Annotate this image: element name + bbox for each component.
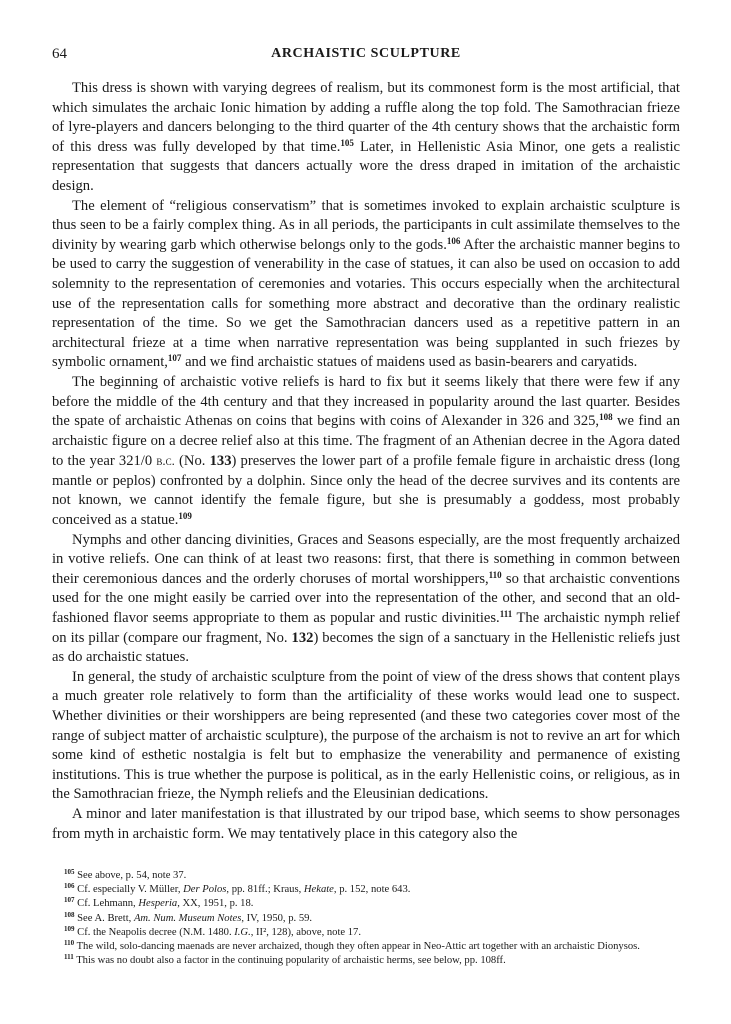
paragraph [52,197,680,373]
text-run: The archaistic nymph relief on its pillar (compare our fragment, No. [52,610,680,646]
text-run: In general, the study of archaistic sculpture from the point of view of the dress shows that content plays a much greater role relatively to form than the artificiality of these works would lead one to suspect. Whether divinities or their worshippers are being represented (and these two categories cover most of the range of subject matter of archaistic sculpture), the purpose of the archaism is not to revive an art for which some kind of esthetic nostalgia is felt but to emphasize the venerability and permanence of existing institutions. This is true whether the purpose is political, as in the early Hellenistic coins, or religious, as in the Samothracian frieze, the Nymph reliefs and the Eleusinian dedications. [52,668,680,803]
footnote-ref: 106 [64,882,75,891]
footnote [52,926,680,940]
paragraph [52,373,680,531]
text-run: , II², 128), above, note 17. [250,926,361,938]
footnotes [52,869,680,968]
text-run: Cf. especially V. Müller, [74,884,184,896]
paragraph [52,805,680,844]
running-title: ARCHAISTIC SCULPTURE [271,46,461,61]
text-run: See A. Brett, [74,912,134,924]
footnote-ref: 107 [64,896,75,905]
text-run: Hesperia [138,898,178,910]
text-run: This was no doubt also a factor in the continuing popularity of archaistic herms, see below, pp. 108ff. [73,955,506,967]
page-header [52,46,680,66]
text-run: Cf. Lehmann, [74,898,139,910]
footnote-ref: 109 [64,924,75,933]
footnote [52,954,680,968]
footnote [52,940,680,954]
footnote-ref: 106 [446,235,461,246]
text-run: b.c. [156,453,175,469]
footnote [52,912,680,926]
text-run: and we find archaistic statues of maidens used as basin-bearers and caryatids. [181,354,638,371]
text-run: 132 [291,629,314,646]
text-run: , IV, 1950, p. 59. [241,912,313,924]
footnote [52,869,680,883]
footnote-ref: 105 [340,137,354,148]
text-run: A minor and later manifestation is that illustrated by our tripod base, which seems to show personages from myth in archaistic form. We may tentatively place in this category also the [52,805,680,842]
footnote [52,883,680,897]
text-run: , p. 152, note 643. [333,884,411,896]
text-run: , XX, 1951, p. 18. [177,898,254,910]
page-number: 64 [52,46,67,62]
text-run: See above, p. 54, note 37. [74,870,187,881]
body-text [52,79,680,844]
text-run: so that archaistic conventions used for the one might easily be carried over into the representation of the other, and second that an old-fashioned flavor seems appropriate to them as popular and rustic divinities. [52,570,680,627]
footnote [52,897,680,911]
text-run: Hekate [303,884,334,896]
paragraph [52,531,680,668]
footnote-ref: 109 [178,511,192,522]
text-run: I.G. [234,926,251,938]
paragraph [52,79,680,197]
text-run: we find an archaistic figure on a decree relief also at this time. The fragment of an Athenian decree in the Agora dated to the year 321/0 [52,413,680,470]
footnote-ref: 108 [64,910,75,919]
footnote-ref: 107 [167,353,182,364]
footnote-ref: 111 [64,953,74,962]
text-run: ) preserves the lower part of a profile female figure in archaistic dress (long mantle or peplos) confronted by a dolphin. Since only the head of the decree survives and its contents are not known, we cannot identify the female figure, but she is presumably a goddess, most probably conceived as a statue. [52,453,680,529]
text-run: The element of “religious conservatism” that is sometimes invoked to explain archaistic sculpture is thus seen to be a fairly complex thing. As in all periods, the participants in cult assimilate themselves to the divinity by wearing garb which otherwise belongs only to the gods. [52,197,680,253]
text-run: Der Polos [183,884,227,896]
text-run: Later, in Hellenistic Asia Minor, one gets a realistic representation that suggests that dancers actually wore the dress draped in imitation of the archaistic design. [52,138,681,194]
footnote-ref: 105 [64,868,75,876]
text-run: 133 [209,453,232,470]
text-run: The beginning of archaistic votive reliefs is hard to fix but it seems likely that there were few if any before the middle of the 4th century and that they increased in popularity around the last quarter. Besides the spate of archaistic Athenas on coins that begins with coins of Alexander in 326 and 325, [52,373,680,430]
text-run: , pp. 81ff.; Kraus, [226,884,304,896]
text-run: Cf. the Neapolis decree (N.M. 1480. [74,926,235,938]
text-run: After the archaistic manner begins to be used to carry the suggestion of venerability in the case of statues, it can also be used on occasion to add solemnity to the representation of ceremonies and votaries. This occurs especially when the architectural use of the representation calls for something more abstract and decorative than the ordinary realistic representation of the time. So we get the Samothracian dancers used as a repetitive pattern in an architectural frieze at a time when narrative representation was being supplanted in such friezes by symbolic ornament, [52,236,681,371]
text-run: Nymphs and other dancing divinities, Graces and Seasons especially, are the most frequently archaized in votive reliefs. One can think of at least two reasons: first, that there is something in common between their ceremonious dances and the orderly choruses of mortal worshippers, [52,531,680,587]
paragraph [52,668,680,805]
text-run: Am. Num. Museum Notes [133,912,242,924]
footnote-ref: 110 [64,939,75,948]
text-run: This dress is shown with varying degrees of realism, but its commonest form is the most artificial, that which simulates the archaic Ionic himation by adding a ruffle along the top fold. The Samothracian frieze of lyre-players and dancers belonging to the third quarter of the 4th century shows that the archaistic form of this dress was fully developed by that time. [52,80,680,155]
footnote-ref: 111 [499,609,513,620]
text-run: (No. [174,453,210,470]
text-run: The wild, solo-dancing maenads are never archaized, though they often appear in Neo-Attic art together with an archaistic Dionysos. [74,941,640,953]
footnote-ref: 108 [599,412,613,423]
footnote-ref: 110 [488,569,502,580]
text-run: ) becomes the sign of a sanctuary in the Hellenistic reliefs just as do archaistic statues. [52,629,681,666]
